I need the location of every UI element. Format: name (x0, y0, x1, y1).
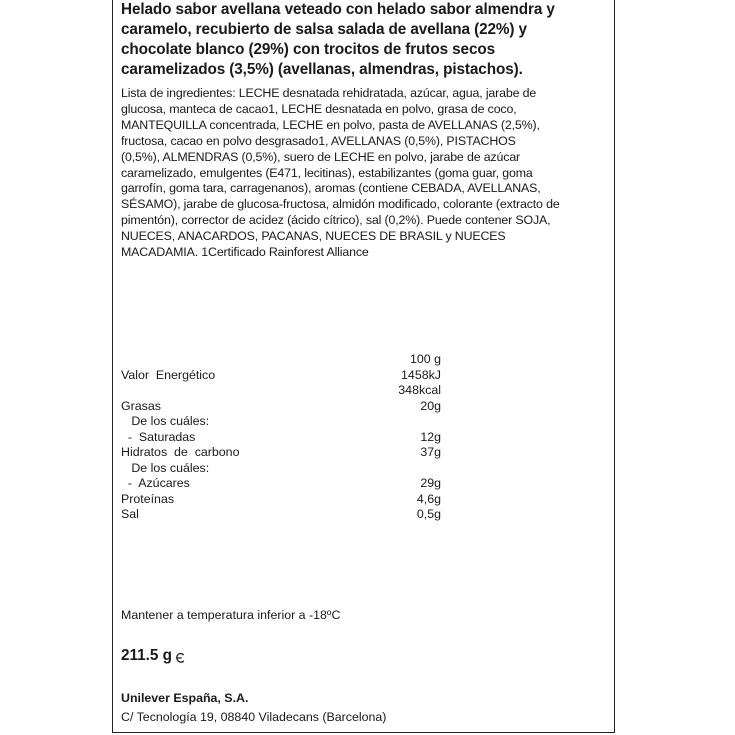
manufacturer-name: Unilever España, S.A. (121, 691, 249, 705)
nutrition-row (121, 399, 441, 415)
nutrition-row (121, 368, 441, 384)
nutrition-header-row (121, 352, 441, 368)
nutrition-row (121, 445, 441, 461)
nutrition-row (121, 461, 441, 477)
ingredients-list: Lista de ingredientes: LECHE desnatada rehidratada, azúcar, agua, jarabe de glucosa, manteca de cacao1, LECHE desnatada en polvo, grasa de coco, MANTEQUILLA concentrada, LECHE en polvo, pasta de AVELLANAS (2,5%), fructosa, cacao en polvo desgrasado1, AVELLANAS (0,5%), PISTACHOS (0,5%), ALMENDRAS (0,5%), suero de LECHE en polvo, jarabe de azúcar caramelizado, emulgentes (E471, lecitinas), estabilizantes (goma guar, goma garrofín, goma tara, carragenanos), aromas (contiene CEBADA, AVELLANAS, SÉSAMO), jarabe de glucosa-fructosa, almidón modificado, colorante (extracto de pimentón), corrector de acidez (ácido cítrico), sal (0,2%). Puede contener SOJA, NUECES, ANACARDOS, PACANAS, NUECES DE BRASIL y NUECES MACADAMIA. 1Certificado Rainforest Alliance (121, 86, 560, 260)
nutrition-label: Sal (121, 507, 139, 521)
nutrition-row (121, 492, 441, 508)
nutrition-label: - Azúcares (121, 476, 190, 490)
nutrition-row (121, 476, 441, 492)
nutrition-value: 4,6g (416, 491, 441, 506)
nutrition-table (121, 352, 441, 523)
nutrition-row (121, 414, 441, 430)
nutrition-value: 12g (420, 429, 441, 444)
nutrition-label: De los cuáles: (121, 460, 210, 475)
manufacturer-address: C/ Tecnología 19, 08840 Viladecans (Barcelona) (121, 710, 387, 724)
nutrition-value: 0,5g (416, 507, 441, 521)
nutrition-row (121, 507, 441, 523)
nutrition-row (121, 430, 441, 446)
nutrition-label: De los cuáles: (121, 414, 210, 428)
nutrition-value: 20g (420, 398, 441, 413)
nutrition-label: Hidratos de carbono (121, 445, 240, 459)
nutrition-label: Grasas (121, 398, 161, 413)
nutrition-header: 100 g (409, 352, 441, 366)
nutrition-label: Proteínas (121, 491, 175, 506)
net-weight (121, 646, 185, 666)
nutrition-value: 1458kJ (401, 367, 441, 382)
nutrition-row (121, 383, 441, 399)
nutrition-value: 29g (420, 476, 441, 490)
estimated-sign-icon (175, 650, 185, 662)
storage-instructions: Mantener a temperatura inferior a -18ºC (121, 608, 341, 622)
nutrition-label: Valor Energético (121, 367, 216, 382)
nutrition-value: 348kcal (398, 383, 441, 397)
net-weight-value: 211.5 g (121, 647, 173, 664)
nutrition-value: 37g (420, 445, 441, 459)
nutrition-label: - Saturadas (121, 429, 196, 444)
product-title: Helado sabor avellana veteado con helado sabor almendra y caramelo, recubierto de salsa salada de avellana (22%) y chocolate blanco (29%) con trocitos de frutos secos caramelizados (3,5%) (avellanas, almendras, pistachos). (121, 1, 555, 78)
